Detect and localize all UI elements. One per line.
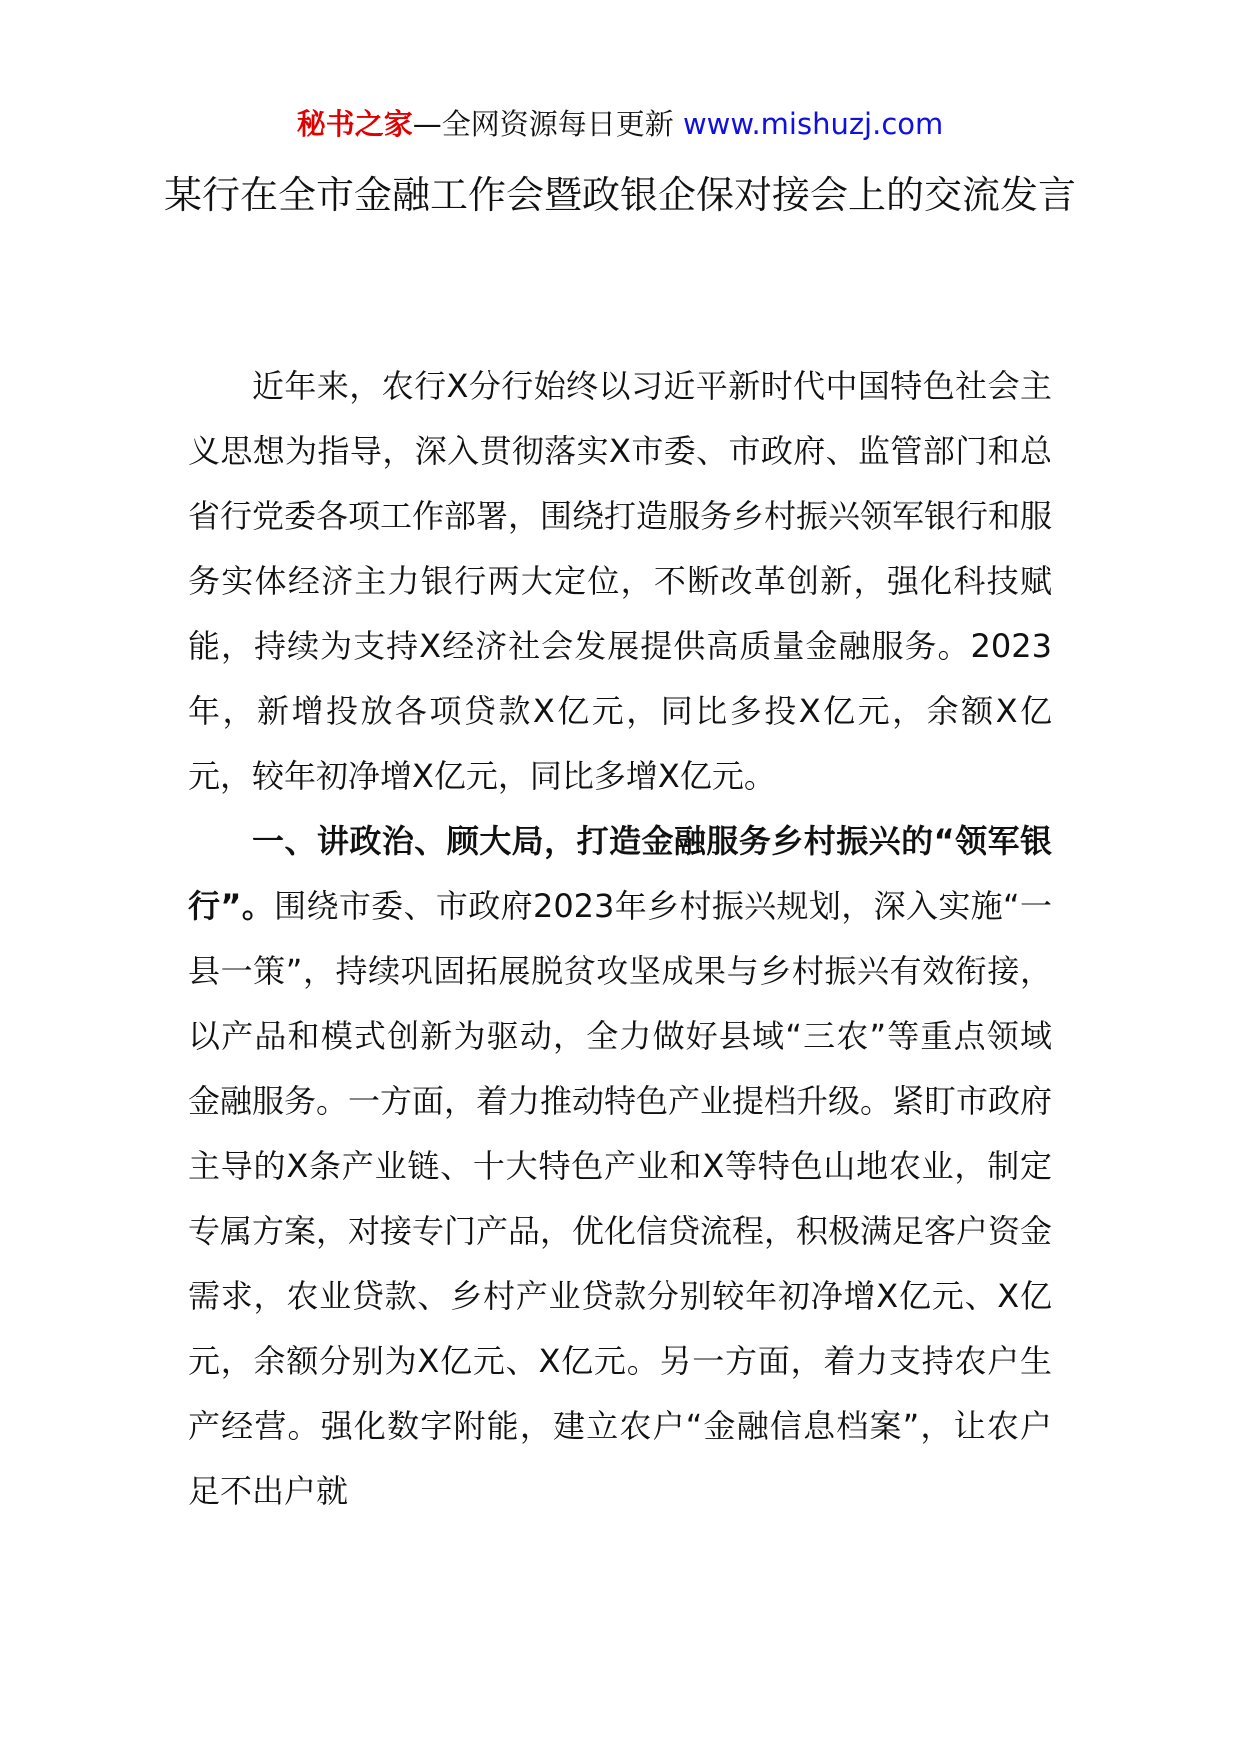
- section-one-text: 围绕市委、市政府2023年乡村振兴规划，深入实施“一县一策”，持续巩固拓展脱贫攻坚成果与乡村振兴有效衔接，以产品和模式创新为驱动，全力做好县域“三农”等重点领域金融服务。一方面，着力推动特色产业提档升级。紧盯市政府主导的X条产业链、十大特色产业和X等特色山地农业，制定专属方案，对接专门产品，优化信贷流程，积极满足客户资金需求，农业贷款、乡村产业贷款分别较年初净增X亿元、X亿元，余额分别为X亿元、X亿元。另一方面，着力支持农户生产经营。强化数字附能，建立农户“金融信息档案”，让农户足不出户就: [188, 887, 1053, 1510]
- document-body: [188, 354, 1052, 1524]
- banner-url-link[interactable]: www.mishuzj.com: [682, 107, 944, 141]
- paragraph-section-one: [188, 809, 1052, 1524]
- paragraph-intro: [188, 354, 1052, 809]
- banner-slogan: —全网资源每日更新: [412, 107, 683, 141]
- paragraph-intro-text: 近年来，农行X分行始终以习近平新时代中国特色社会主义思想为指导，深入贯彻落实X市委、市政府、监管部门和总省行党委各项工作部署，围绕打造服务乡村振兴领军银行和服务实体经济主力银行两大定位，不断改革创新，强化科技赋能，持续为支持X经济社会发展提供高质量金融服务。2023年，新增投放各项贷款X亿元，同比多投X亿元，余额X亿元，较年初净增X亿元，同比多增X亿元。: [188, 367, 1053, 795]
- document-title: 某行在全市金融工作会暨政银企保对接会上的交流发言: [163, 173, 1076, 217]
- section-one-heading: 一、讲政治、顾大局，打造金融服务乡村振兴的“领军银行”。: [188, 822, 1052, 925]
- site-banner: [0, 104, 1240, 144]
- banner-brand: 秘书之家: [296, 107, 413, 141]
